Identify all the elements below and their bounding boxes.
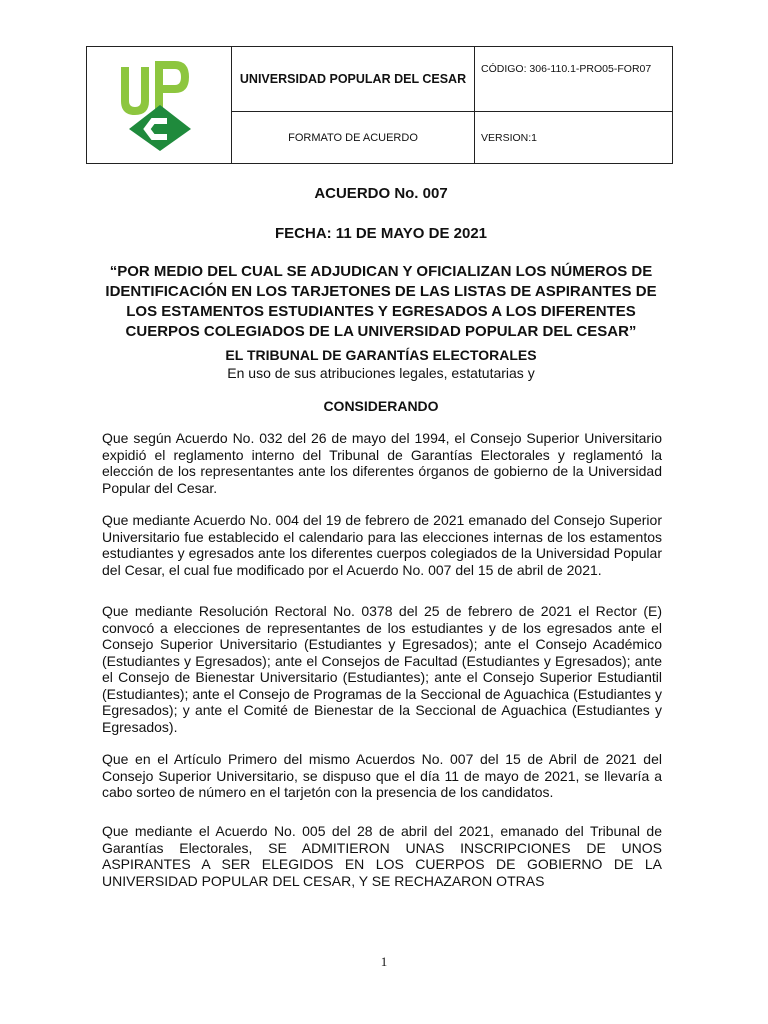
subject-line: CUERPOS COLEGIADOS DE LA UNIVERSIDAD POPULAR DEL CESAR”: [125, 323, 637, 340]
paragraph: Que en el Artículo Primero del mismo Acuerdos No. 007 del 15 de Abril de 2021 del Consejo Superior Universitario, se dispuso que el día 11 de mayo de 2021, se llevaría a cabo sorteo de número en el tarjetón con la presencia de los candidatos.: [102, 751, 662, 800]
authority-subheading: En uso de sus atribuciones legales, estatutarias y: [227, 365, 535, 381]
subject-line: IDENTIFICACIÓN EN LOS TARJETONES DE LAS LISTAS DE ASPIRANTES DE: [105, 283, 657, 300]
authority-heading: EL TRIBUNAL DE GARANTÍAS ELECTORALES: [225, 347, 537, 363]
logo-cell: [87, 47, 232, 163]
paragraph: Que según Acuerdo No. 032 del 26 de mayo del 1994, el Consejo Superior Universitario expidió el reglamento interno del Tribunal de Garantías Electorales y reglamentó la elección de los representantes ante los diferentes órganos de gobierno de la Universidad Popular del Cesar.: [102, 430, 662, 496]
upc-logo: [115, 57, 205, 153]
format-name: FORMATO DE ACUERDO: [232, 112, 475, 163]
document-version: VERSION:1: [481, 131, 538, 144]
page-number: 1: [380, 954, 388, 969]
document-code: CÓDIGO: 306-110.1-PRO05-FOR07: [475, 47, 672, 112]
agreement-date: FECHA: 11 DE MAYO DE 2021: [274, 225, 488, 242]
document-header-table: [86, 46, 673, 164]
subject-line: LOS ESTAMENTOS ESTUDIANTES Y EGRESADOS A LOS DIFERENTES: [126, 303, 636, 320]
considering-heading: CONSIDERANDO: [323, 398, 439, 414]
agreement-subject: [96, 262, 666, 342]
paragraph: Que mediante el Acuerdo No. 005 del 28 de abril del 2021, emanado del Tribunal de Garantías Electorales, SE ADMITIERON UNAS INSCRIPCIONES DE UNOS ASPIRANTES A SER ELEGIDOS EN LOS CUERPOS DE GOBIERNO DE LA UNIVERSIDAD POPULAR DEL CESAR, Y SE RECHAZARON OTRAS: [102, 823, 662, 889]
institution-name: UNIVERSIDAD POPULAR DEL CESAR: [232, 47, 475, 112]
agreement-number: ACUERDO No. 007: [314, 185, 448, 202]
paragraph: Que mediante Resolución Rectoral No. 0378 del 25 de febrero de 2021 el Rector (E) convocó a elecciones de representantes de los estudiantes y de los egresados ante el Consejo Superior Universitario (Estudiantes y Egresados); ante el Consejo Académico (Estudiantes y Egresados); ante el Consejos de Facultad (Estudiantes y Egresados); ante el Consejo de Bienestar Universitario (Estudiantes); ante el Consejo Superior Estudiantil (Estudiantes); ante el Consejo de Programas de la Seccional de Aguachica (Estudiantes y Egresados); y ante el Comité de Bienestar de la Seccional de Aguachica (Estudiantes y Egresados).: [102, 603, 662, 735]
subject-line: “POR MEDIO DEL CUAL SE ADJUDICAN Y OFICIALIZAN LOS NÚMEROS DE: [109, 263, 653, 280]
paragraph: Que mediante Acuerdo No. 004 del 19 de febrero de 2021 emanado del Consejo Superior Universitario fue establecido el calendario para las elecciones internas de los estamentos estudiantes y egresados ante los diferentes cuerpos colegiados de la Universidad Popular del Cesar, el cual fue modificado por el Acuerdo No. 007 del 15 de abril de 2021.: [102, 512, 662, 578]
